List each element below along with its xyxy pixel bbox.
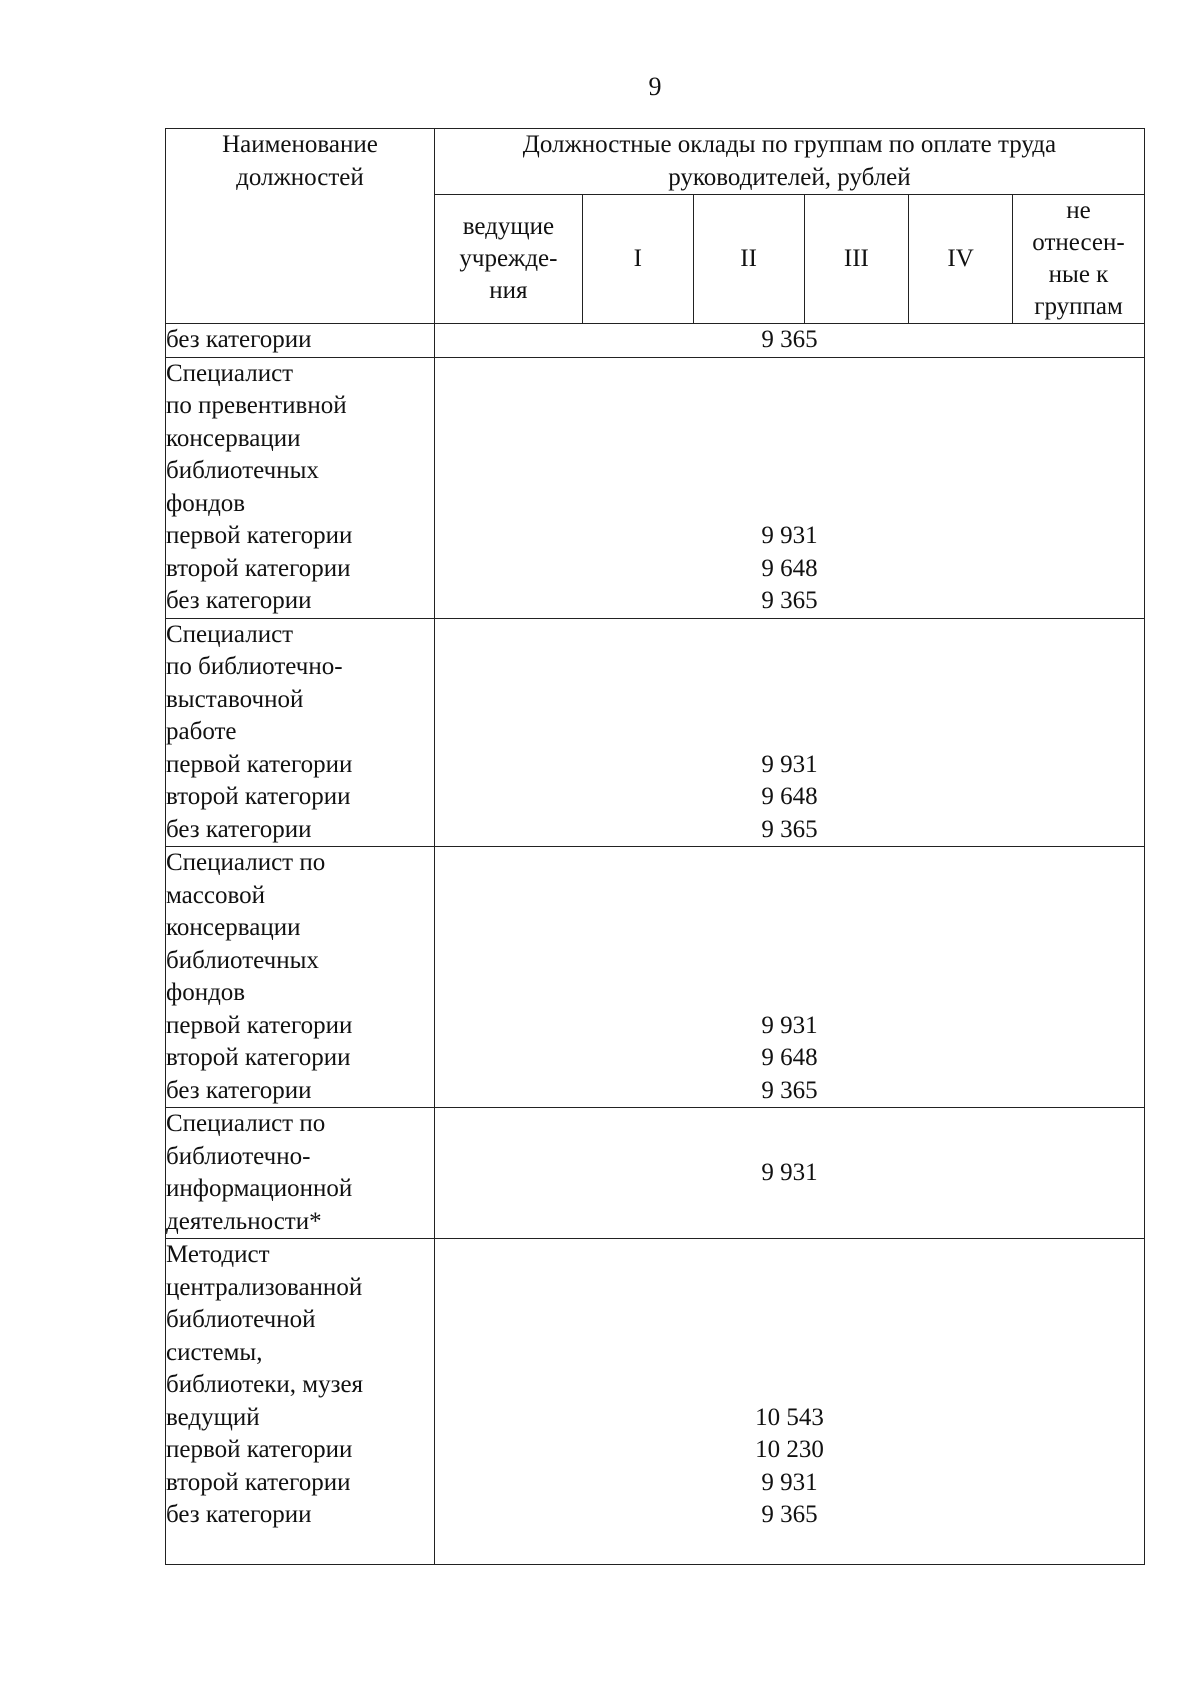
position-name-line: без категории: [166, 1076, 312, 1104]
header-subcol-1: [582, 195, 693, 324]
header-subcol-line: ведущие: [462, 213, 555, 240]
position-name-cell: [166, 357, 435, 618]
salary-value: 9 931: [761, 1011, 818, 1039]
position-name-line: системы,: [166, 1338, 263, 1366]
position-name-line: Методист: [166, 1241, 270, 1268]
header-subcol-3: [804, 195, 909, 324]
position-name-line: библиотечно-: [166, 1142, 311, 1170]
salary-value: 9 648: [761, 554, 818, 582]
table-row: [166, 357, 1145, 618]
salary-value: 9 365: [761, 587, 818, 614]
position-name-line: деятельности*: [166, 1207, 322, 1235]
salary-values-cell: [434, 357, 1144, 618]
salary-value: 9 931: [761, 1158, 818, 1186]
position-name-line: второй категории: [166, 1044, 351, 1071]
header-subcol-line: I: [633, 245, 642, 272]
header-position-name: [166, 129, 435, 324]
salary-value: 9 931: [761, 750, 818, 778]
header-subcol-line: ния: [489, 277, 528, 304]
header-subcol-line: отнесен-: [1032, 229, 1125, 256]
position-name-line: фондов: [166, 489, 246, 517]
header-subcol-5: [1012, 195, 1144, 324]
header-group-line: руководителей, рублей: [668, 163, 911, 191]
position-name-line: без категории: [166, 587, 312, 614]
position-name-line: по превентивной: [166, 392, 347, 419]
page-number: 9: [648, 72, 662, 101]
position-name-line: без категории: [166, 1501, 312, 1528]
position-name-line: по библиотечно-: [166, 653, 343, 680]
position-name-line: Специалист по: [166, 1110, 326, 1137]
position-name-line: информационной: [166, 1175, 353, 1202]
header-subcol-line: группам: [1034, 293, 1123, 320]
salary-values-cell: [434, 324, 1144, 358]
position-name-line: Специалист по: [166, 849, 326, 876]
header-subcol-2: [693, 195, 804, 324]
position-name-line: выставочной: [166, 685, 304, 713]
header-salary-groups: [434, 129, 1144, 195]
position-name-line: консервации: [166, 914, 301, 941]
header-subcol-line: III: [843, 245, 869, 272]
position-name-line: первой категории: [166, 522, 353, 549]
position-name-line: первой категории: [166, 750, 353, 778]
position-name-line: без категории: [166, 815, 312, 843]
salary-value: 9 365: [761, 1076, 818, 1104]
table-row: [166, 1108, 1145, 1239]
position-name-cell: [166, 1108, 435, 1239]
salary-value: 9 365: [761, 326, 818, 353]
position-name-line: второй категории: [166, 1468, 351, 1496]
header-subcol-line: не: [1066, 197, 1091, 224]
table-row: [166, 847, 1145, 1108]
salary-table: [165, 128, 1145, 1565]
salary-value: 9 648: [761, 783, 818, 810]
position-name-line: библиотечных: [166, 946, 319, 974]
position-name-line: второй категории: [166, 554, 351, 582]
salary-value: 10 543: [755, 1403, 824, 1431]
table-row: [166, 324, 1145, 358]
position-name-line: ведущий: [166, 1403, 260, 1431]
position-name-line: [166, 1532, 434, 1565]
salary-value: 9 931: [761, 1468, 818, 1496]
header-name-line: должностей: [236, 163, 364, 191]
header-group-line: Должностные оклады по группам по оплате труда: [522, 131, 1057, 158]
salary-value: 9 365: [761, 1501, 818, 1528]
position-name-cell: [166, 324, 435, 358]
position-name-line: первой категории: [166, 1436, 353, 1463]
header-subcol-line: II: [740, 245, 757, 272]
position-name-cell: [166, 1239, 435, 1565]
position-name-line: библиотеки, музея: [166, 1371, 364, 1398]
position-name-line: без категории: [166, 326, 312, 353]
table-row: [166, 1239, 1145, 1565]
header-subcol-line: IV: [947, 245, 974, 272]
salary-values-cell: [434, 1239, 1144, 1565]
position-name-line: библиотечных: [166, 457, 319, 484]
salary-values-cell: [434, 618, 1144, 847]
header-subcol-0: [434, 195, 582, 324]
position-name-cell: [166, 618, 435, 847]
salary-values-cell: [434, 847, 1144, 1108]
position-name-line: второй категории: [166, 783, 351, 810]
salary-value: 9 365: [761, 815, 818, 843]
position-name-line: Специалист: [166, 359, 294, 387]
salary-value: 10 230: [755, 1436, 824, 1463]
position-name-cell: [166, 847, 435, 1108]
position-name-line: централизованной: [166, 1273, 363, 1301]
header-subcol-line: ные к: [1048, 261, 1109, 288]
header-subcol-line: учрежде-: [459, 245, 558, 272]
position-name-line: первой категории: [166, 1011, 353, 1039]
position-name-line: Специалист: [166, 620, 294, 648]
position-name-line: консервации: [166, 424, 301, 452]
position-name-line: фондов: [166, 979, 246, 1006]
salary-values-cell: [434, 1108, 1144, 1239]
header-subcol-4: [909, 195, 1013, 324]
salary-value: 9 931: [761, 522, 818, 549]
position-name-line: библиотечной: [166, 1306, 316, 1333]
table-row: [166, 618, 1145, 847]
salary-value: 9 648: [761, 1044, 818, 1071]
header-name-line: Наименование: [222, 131, 378, 158]
position-name-line: массовой: [166, 881, 265, 909]
position-name-line: работе: [166, 718, 237, 745]
